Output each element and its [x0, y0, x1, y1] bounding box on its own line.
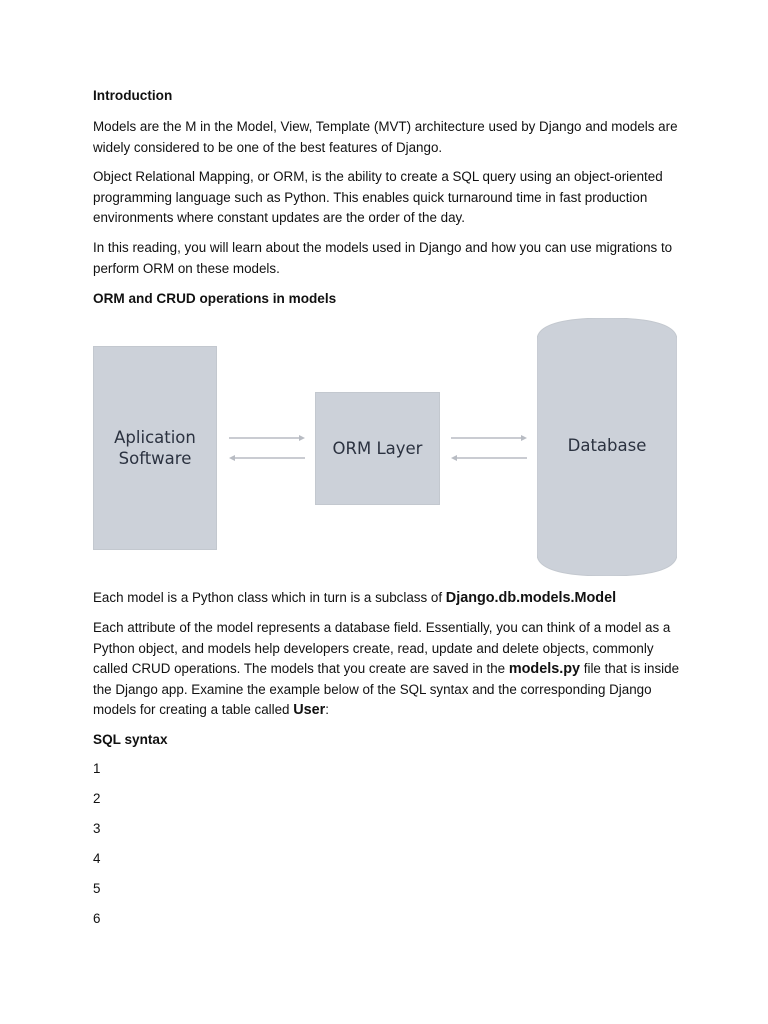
line-number: 3	[93, 821, 101, 836]
application-software-label-line1: Aplication	[114, 428, 196, 447]
orm-layer-box	[315, 392, 440, 505]
line-number: 1	[93, 761, 101, 776]
application-software-box	[93, 346, 217, 550]
intro-paragraph-1: Models are the M in the Model, View, Template (MVT) architecture used by Django and models are widely considered to be one of the best features of Django.	[93, 119, 678, 155]
attribute-paragraph	[93, 618, 683, 721]
arrow-left-head	[229, 455, 235, 461]
orm-diagram	[93, 318, 677, 580]
line-number: 5	[93, 881, 101, 896]
arrow-left-head	[451, 455, 457, 461]
database-label: Database	[567, 436, 647, 455]
model-subclass-text: Each model is a Python class which in turn is a subclass of	[93, 590, 446, 605]
application-software-label-line2: Software	[118, 449, 192, 468]
line-number: 4	[93, 851, 101, 866]
arrow-right-head	[299, 435, 305, 441]
model-subclass-paragraph	[93, 588, 683, 609]
orm-crud-heading: ORM and CRUD operations in models	[93, 291, 337, 306]
orm-db-arrows	[449, 430, 529, 464]
arrow-right-head	[521, 435, 527, 441]
introduction-heading: Introduction	[93, 88, 173, 103]
user-table-name: User	[293, 702, 326, 718]
line-number: 6	[93, 911, 101, 926]
attribute-text-2: file that is inside the Django app. Examine the example below of the SQL syntax and the corresponding Django models for creating a table called	[93, 661, 680, 717]
models-file-name: models.py	[508, 661, 581, 677]
intro-paragraph-2: Object Relational Mapping, or ORM, is the ability to create a SQL query using an object-oriented programming language such as Python. This enables quick turnaround time in fast production environments where constant updates are the order of the day.	[93, 169, 663, 225]
sql-syntax-heading: SQL syntax	[93, 732, 168, 747]
attribute-text-3: :	[325, 702, 329, 717]
intro-paragraph-3: In this reading, you will learn about the models used in Django and how you can use migrations to perform ORM on these models.	[93, 240, 673, 276]
line-number: 2	[93, 791, 101, 806]
app-orm-arrows	[227, 430, 307, 464]
attribute-text-1: Each attribute of the model represents a database field. Essentially, you can think of a model as a Python object, and models help developers create, read, update and delete objects, commonly called CRUD operations. The models that you create are saved in the	[93, 620, 671, 676]
model-class-name: Django.db.models.Model	[445, 590, 617, 606]
orm-layer-label: ORM Layer	[332, 439, 423, 458]
